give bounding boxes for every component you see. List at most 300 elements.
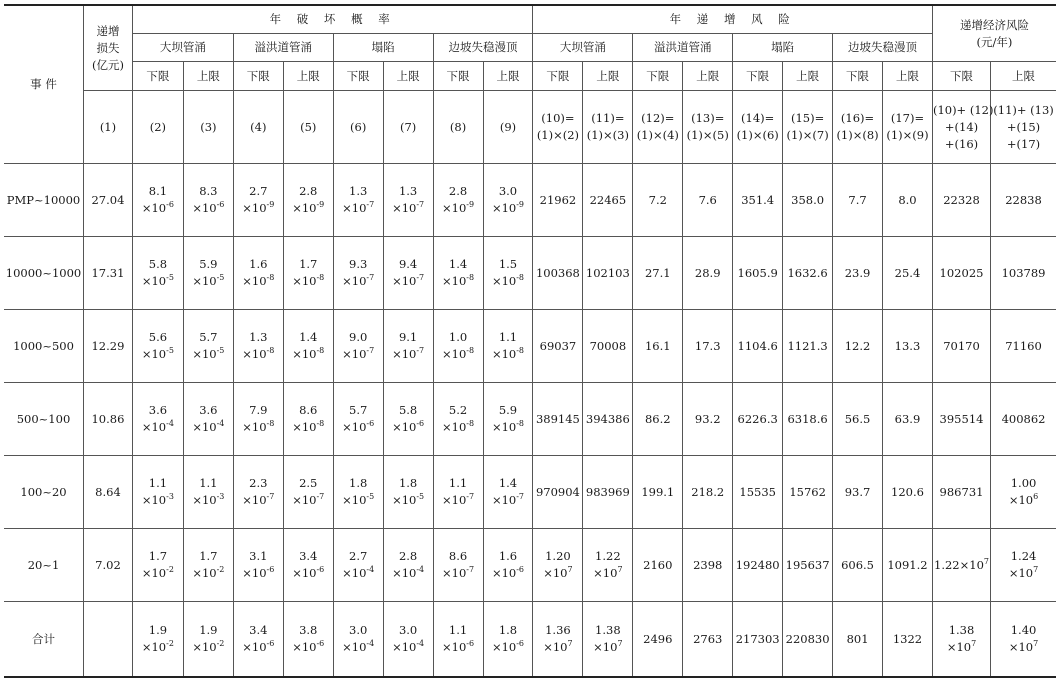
exponent: -3	[216, 492, 225, 502]
cell-line: $\times 10^{-6}$	[242, 639, 275, 654]
cell-line: (16)=	[840, 111, 875, 125]
value-cell	[433, 529, 483, 602]
value-cell	[383, 383, 433, 456]
cell-line: 218.2	[691, 484, 725, 499]
cell-line: 2.5	[299, 476, 318, 490]
exponent: -9	[266, 200, 275, 210]
value-cell	[132, 602, 183, 678]
cell-line: 1.6	[249, 257, 268, 271]
upper-limit-header: 上限	[483, 62, 533, 91]
header-row-groups	[4, 5, 1056, 34]
cell-line: 5.9	[199, 257, 218, 271]
value-cell	[483, 383, 533, 456]
value-cell	[683, 602, 733, 678]
exponent: -6	[266, 639, 275, 649]
cell-line: 8.0	[898, 192, 917, 207]
exponent: -8	[466, 346, 475, 356]
value-cell	[833, 529, 883, 602]
cell-line: 16.1	[644, 338, 671, 353]
column-number-cell	[633, 91, 683, 164]
cell-line: (8)	[449, 119, 467, 134]
value-cell	[233, 383, 283, 456]
value-cell	[883, 602, 933, 678]
value-cell	[383, 602, 433, 678]
value-cell	[533, 310, 583, 383]
value-cell	[932, 237, 990, 310]
cell-line: (1)×(7)	[786, 128, 829, 142]
sub-risk-spillway-piping: 溢洪道管涌	[633, 34, 733, 62]
cell-line: +(17)	[1006, 136, 1041, 151]
cell-line: 5.9	[498, 403, 518, 417]
event-header: 事 件	[4, 5, 84, 164]
cell-line: 1.0	[448, 330, 468, 344]
incremental-economic-risk-header	[932, 5, 1056, 62]
cell-line: 8.1	[148, 184, 168, 198]
cell-line: 2.3	[249, 476, 268, 490]
exponent: -2	[166, 639, 174, 649]
value-cell	[233, 310, 283, 383]
cell-line: 17.31	[91, 265, 125, 280]
value-cell	[883, 456, 933, 529]
cell-line: 1121.3	[787, 338, 828, 353]
value-cell	[633, 310, 683, 383]
exponent: -7	[366, 273, 375, 283]
exponent: -8	[266, 346, 275, 356]
column-number-cell	[433, 91, 483, 164]
cell-line: 6226.3	[737, 411, 778, 426]
value-cell	[183, 237, 233, 310]
cell-line: 13.3	[894, 338, 921, 353]
exponent: -8	[266, 273, 275, 283]
value-cell	[883, 383, 933, 456]
cell-line: 86.2	[644, 411, 671, 426]
column-number-cell	[883, 91, 933, 164]
event-cell: 1000~500	[4, 310, 84, 383]
exponent: 7	[983, 556, 989, 566]
value-cell	[333, 237, 383, 310]
sub-prob-slope-overtopping: 边坡失稳漫顶	[433, 34, 533, 62]
value-cell	[533, 383, 583, 456]
cell-line: $\times 10^{-7}$	[242, 492, 275, 507]
exponent: -5	[166, 273, 174, 283]
cell-line: $\times 10^{-2}$	[141, 639, 174, 654]
exponent: -8	[516, 346, 525, 356]
cell-line: 22838	[1005, 192, 1042, 207]
cell-line: 1.6	[498, 549, 518, 563]
exponent: -7	[416, 200, 425, 210]
exponent: 7	[617, 565, 623, 575]
cell-line: $\times 10^{-6}$	[442, 639, 475, 654]
exponent: -6	[216, 200, 225, 210]
cell-line: 7.02	[95, 557, 121, 572]
exponent: -8	[316, 419, 325, 429]
cell-line: $\times 10^{-5}$	[141, 346, 174, 361]
value-cell	[633, 456, 683, 529]
value-cell	[733, 529, 783, 602]
lower-limit-header: 下限	[932, 62, 990, 91]
value-cell	[84, 310, 133, 383]
exponent: -5	[216, 273, 225, 283]
value-cell	[683, 164, 733, 237]
value-cell	[932, 164, 990, 237]
cell-line: (1)×(9)	[886, 128, 929, 142]
exponent: -2	[216, 639, 225, 649]
exponent: -9	[516, 200, 525, 210]
value-cell	[433, 237, 483, 310]
column-number-cell	[233, 91, 283, 164]
value-cell	[132, 237, 183, 310]
cell-line: 8.6	[448, 549, 468, 563]
cell-line: 12.2	[844, 338, 871, 353]
exponent: -6	[516, 639, 525, 649]
value-cell	[283, 529, 333, 602]
cell-line: $\times 10^{-9}$	[442, 200, 475, 215]
cell-line: 2160	[643, 557, 673, 572]
value-cell	[183, 310, 233, 383]
cell-line: 1.9	[148, 623, 168, 637]
cell-line: 2.8	[299, 184, 318, 198]
cell-line: 220830	[785, 631, 830, 646]
cell-line: $\times 10^7$	[593, 639, 623, 654]
exponent: 7	[1033, 639, 1039, 649]
value-cell	[733, 383, 783, 456]
cell-line: 1.36	[545, 623, 571, 637]
cell-line: +(16)	[944, 136, 979, 151]
value-cell	[483, 529, 533, 602]
exponent: -7	[466, 492, 475, 502]
value-cell	[683, 383, 733, 456]
value-cell	[333, 383, 383, 456]
cell-line: 1.4	[498, 476, 518, 490]
loss-header-line: 损失	[96, 40, 120, 55]
sub-risk-slope-overtopping: 边坡失稳漫顶	[833, 34, 933, 62]
cell-line: 217303	[735, 631, 780, 646]
exponent: -6	[266, 565, 275, 575]
cell-line: $\times 10^6$	[1008, 492, 1039, 507]
exponent: -9	[316, 200, 325, 210]
column-number-cell	[683, 91, 733, 164]
cell-line: 9.3	[349, 257, 368, 271]
cell-line: 1.8	[398, 476, 418, 490]
exponent: 7	[567, 639, 573, 649]
loss-header	[84, 5, 133, 91]
cell-line: (15)=	[790, 111, 825, 125]
exponent: -8	[266, 419, 275, 429]
exponent: -5	[216, 346, 225, 356]
cell-line: (1)×(2)	[536, 128, 580, 142]
value-cell	[733, 602, 783, 678]
column-number-cell	[991, 91, 1056, 164]
cell-line: 2496	[643, 631, 673, 646]
cell-line: 2.8	[448, 184, 468, 198]
cell-line: $\times 10^{-8}$	[442, 273, 475, 288]
value-cell	[483, 602, 533, 678]
cell-line: $\times 10^{-8}$	[491, 419, 525, 434]
cell-line: $\times 10^{-4}$	[392, 565, 425, 580]
value-cell	[833, 237, 883, 310]
cell-line: $\times 10^{-8}$	[242, 273, 275, 288]
cell-line: 6318.6	[787, 411, 828, 426]
cell-line: 970904	[535, 484, 580, 499]
sub-prob-collapse: 塌陷	[333, 34, 433, 62]
cell-line: 56.5	[844, 411, 871, 426]
value-cell	[583, 529, 633, 602]
value-cell	[132, 383, 183, 456]
value-cell	[833, 164, 883, 237]
value-cell	[583, 383, 633, 456]
cell-line: 15535	[739, 484, 776, 499]
cell-line: $\times 10^{-6}$	[491, 565, 525, 580]
cell-line: 2398	[693, 557, 723, 572]
value-cell	[333, 164, 383, 237]
cell-line: 71160	[1005, 338, 1042, 353]
cell-line: 1.3	[249, 330, 268, 344]
cell-line: $\times 10^{-6}$	[192, 200, 225, 215]
exponent: -4	[216, 419, 225, 429]
cell-line: (1)×(4)	[636, 128, 679, 142]
cell-line: (10)+ (12)	[932, 102, 994, 117]
cell-line: 1091.2	[887, 557, 928, 572]
cell-line: 1.7	[299, 257, 318, 271]
cell-line: $\times 10^{-5}$	[141, 273, 174, 288]
value-cell	[333, 602, 383, 678]
value-cell	[84, 456, 133, 529]
sub-prob-spillway-piping: 溢洪道管涌	[233, 34, 333, 62]
lower-limit-header: 下限	[233, 62, 283, 91]
loss-header-line: (亿元)	[91, 57, 124, 72]
cell-line: 1.5	[498, 257, 518, 271]
cell-line: 8.6	[299, 403, 318, 417]
table-row	[4, 383, 1056, 456]
cell-line: 1.1	[148, 476, 168, 490]
cell-line: 102103	[585, 265, 630, 280]
exponent: -7	[416, 273, 425, 283]
cell-line: 1.00	[1010, 476, 1037, 490]
value-cell	[783, 310, 833, 383]
value-cell	[583, 602, 633, 678]
cell-line: 1.22	[595, 549, 621, 563]
cell-line: $\times 10^{-7}$	[392, 200, 425, 215]
exponent: -8	[516, 419, 525, 429]
value-cell	[84, 383, 133, 456]
cell-line: $\times 10^{-3}$	[141, 492, 174, 507]
cell-line: $\times 10^{-7}$	[442, 565, 475, 580]
cell-line: 9.0	[349, 330, 368, 344]
cell-line: $\times 10^{-7}$	[342, 273, 375, 288]
cell-line: 7.9	[249, 403, 268, 417]
cell-line: $\times 10^7$	[543, 639, 573, 654]
value-cell	[991, 237, 1056, 310]
cell-line: 25.4	[894, 265, 921, 280]
cell-line: $\times 10^{-5}$	[392, 492, 425, 507]
value-cell	[991, 164, 1056, 237]
cell-line: $\times 10^{-2}$	[192, 639, 225, 654]
lower-limit-header: 下限	[132, 62, 183, 91]
cell-line: $\times 10^{-8}$	[491, 346, 525, 361]
value-cell	[991, 310, 1056, 383]
value-cell	[932, 529, 990, 602]
upper-limit-header: 上限	[583, 62, 633, 91]
value-cell	[991, 456, 1056, 529]
value-cell	[733, 164, 783, 237]
value-cell	[132, 164, 183, 237]
cell-line: (1)×(8)	[836, 128, 879, 142]
exponent: -2	[166, 565, 174, 575]
cell-line: 15762	[789, 484, 826, 499]
cell-line: 7.2	[648, 192, 667, 207]
cell-line: $\times 10^{-6}$	[292, 639, 325, 654]
exponent: -2	[216, 565, 225, 575]
lower-limit-header: 下限	[533, 62, 583, 91]
cell-line: (2)	[149, 119, 167, 134]
cell-line: 2.8	[398, 549, 418, 563]
upper-limit-header: 上限	[991, 62, 1056, 91]
value-cell	[883, 164, 933, 237]
cell-line: 63.9	[894, 411, 921, 426]
cell-line: 7.6	[698, 192, 717, 207]
cell-line: $\times 10^{-6}$	[342, 419, 375, 434]
value-cell	[383, 456, 433, 529]
column-number-cell	[84, 91, 133, 164]
exponent: -4	[366, 639, 375, 649]
cell-line: (14)=	[741, 111, 775, 125]
exponent: 7	[617, 639, 623, 649]
cell-line: $\times 10^{-9}$	[491, 200, 525, 215]
value-cell	[583, 310, 633, 383]
value-cell	[233, 529, 283, 602]
cell-line: 5.7	[199, 330, 218, 344]
cell-line: (11)=	[591, 111, 625, 125]
cell-line: 1.20	[545, 549, 571, 563]
value-cell	[583, 164, 633, 237]
upper-limit-header: 上限	[383, 62, 433, 91]
value-cell	[932, 383, 990, 456]
cell-line: $\times 10^{-4}$	[342, 639, 375, 654]
cell-line: 192480	[735, 557, 780, 572]
column-number-cell	[932, 91, 994, 164]
cell-line: $\times 10^{-6}$	[242, 565, 275, 580]
column-number-cell	[333, 91, 383, 164]
exponent: -8	[466, 273, 475, 283]
cell-line: (9)	[499, 119, 517, 134]
value-cell	[383, 237, 433, 310]
value-cell	[333, 456, 383, 529]
cell-line: 1.8	[349, 476, 368, 490]
lower-limit-header: 下限	[833, 62, 883, 91]
upper-limit-header: 上限	[183, 62, 233, 91]
cell-line: (11)+ (13)	[993, 102, 1054, 117]
cell-line: 22465	[589, 192, 627, 207]
cell-line: (13)=	[691, 111, 725, 125]
cell-line: 1.4	[448, 257, 468, 271]
cell-line: 1.1	[448, 476, 468, 490]
value-cell	[633, 237, 683, 310]
sub-risk-dam-piping: 大坝管涌	[533, 34, 633, 62]
cell-line: $\times 10^7$	[1008, 639, 1039, 654]
header-row-limits	[4, 62, 1056, 91]
column-number-cell	[383, 91, 433, 164]
value-cell	[283, 602, 333, 678]
column-number-cell	[183, 91, 233, 164]
cell-line: (1)×(3)	[586, 128, 629, 142]
exponent: -6	[366, 419, 375, 429]
value-cell	[783, 237, 833, 310]
value-cell	[683, 237, 733, 310]
cell-line: (6)	[350, 119, 367, 134]
cell-line: $\times 10^7$	[1008, 565, 1039, 580]
value-cell	[84, 237, 133, 310]
cell-line: $\times 10^{-8}$	[292, 419, 325, 434]
cell-line: 2.7	[249, 184, 268, 198]
cell-line: 986731	[939, 484, 984, 499]
exponent: -8	[516, 273, 525, 283]
value-cell	[433, 456, 483, 529]
exponent: -8	[466, 419, 475, 429]
column-number-cell	[783, 91, 833, 164]
cell-line: 7.7	[848, 192, 867, 207]
cell-line: 395514	[939, 411, 984, 426]
table-row	[4, 456, 1056, 529]
cell-line: (1)	[99, 119, 117, 134]
cell-line: $\times 10^{-6}$	[491, 639, 525, 654]
cell-line: (1)×(6)	[736, 128, 779, 142]
lower-limit-header: 下限	[633, 62, 683, 91]
cell-line: $\times 10^{-8}$	[442, 346, 475, 361]
value-cell	[883, 310, 933, 383]
exponent: -7	[266, 492, 275, 502]
exponent: -6	[466, 639, 475, 649]
value-cell	[783, 602, 833, 678]
cell-line: $\times 10^{-7}$	[392, 346, 425, 361]
cell-line: 195637	[785, 557, 830, 572]
table-row	[4, 310, 1056, 383]
value-cell	[833, 310, 883, 383]
cell-line: 351.4	[741, 192, 775, 207]
column-number-cell	[833, 91, 883, 164]
cell-line: 5.6	[148, 330, 168, 344]
cell-line: $\times 10^{-5}$	[192, 346, 225, 361]
value-cell	[383, 310, 433, 383]
value-cell	[283, 456, 333, 529]
cell-line: 1.9	[199, 623, 218, 637]
event-cell: 合计	[4, 602, 84, 678]
value-cell	[433, 602, 483, 678]
cell-line: 27.1	[644, 265, 671, 280]
lower-limit-header: 下限	[433, 62, 483, 91]
value-cell	[433, 310, 483, 383]
cell-line: 3.0	[498, 184, 518, 198]
value-cell	[932, 602, 990, 678]
cell-line: $\times 10^{-5}$	[192, 273, 225, 288]
cell-line: 5.7	[349, 403, 368, 417]
value-cell	[932, 310, 990, 383]
column-number-cell	[132, 91, 183, 164]
cell-line: 12.29	[91, 338, 125, 353]
value-cell	[283, 237, 333, 310]
cell-line: 3.6	[148, 403, 168, 417]
risk-table	[4, 4, 1056, 678]
cell-line: (4)	[250, 119, 267, 134]
table-body	[4, 5, 1056, 677]
cell-line: $\times 10^7$	[593, 565, 623, 580]
value-cell	[833, 383, 883, 456]
sub-risk-collapse: 塌陷	[733, 34, 833, 62]
exponent: -5	[166, 346, 174, 356]
cell-line: 100368	[535, 265, 580, 280]
cell-line: 3.8	[299, 623, 318, 637]
exponent: -5	[366, 492, 375, 502]
cell-line: 394386	[585, 411, 630, 426]
